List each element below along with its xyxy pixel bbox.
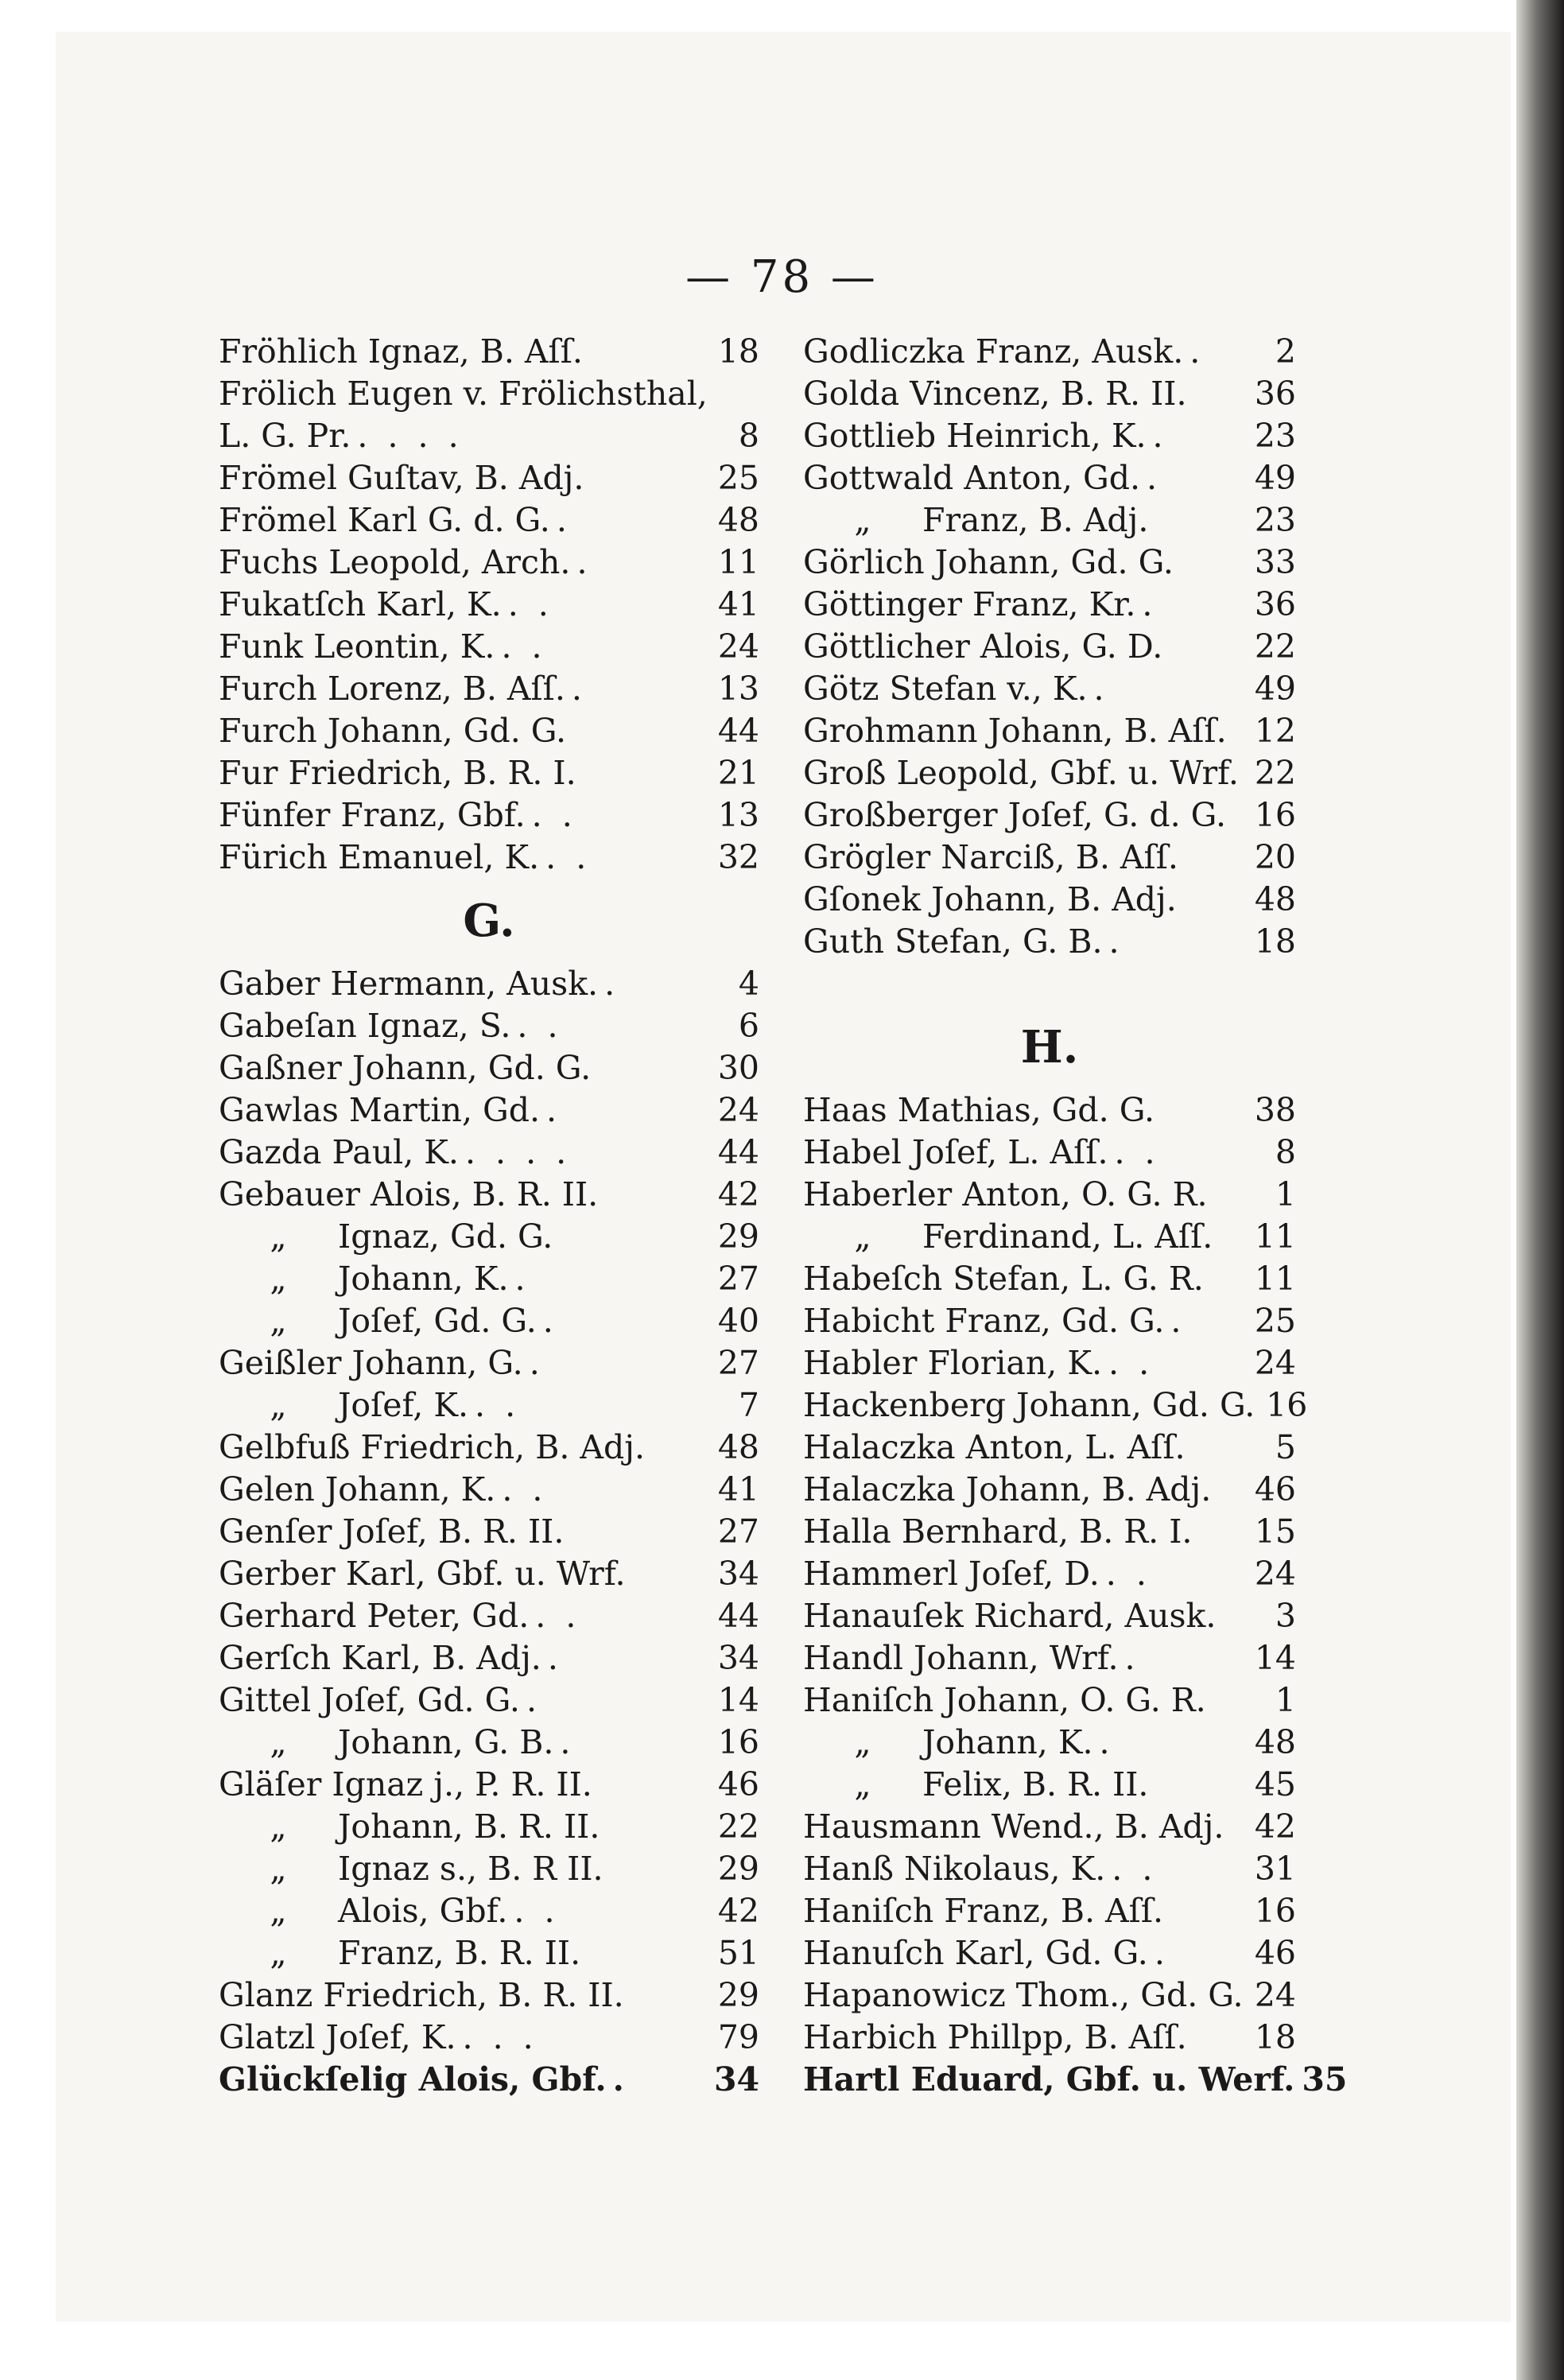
entry-name: Fünfer Franz, Gbf. — [219, 796, 526, 834]
entry-page-number: 21 — [717, 754, 759, 792]
index-entry — [219, 1132, 759, 1174]
entry-name: Gelen Johann, K. — [219, 1470, 496, 1508]
entry-name: Gottlieb Heinrich, K. — [803, 417, 1147, 455]
index-entry — [803, 331, 1296, 373]
entry-name: Grohmann Johann, B. Aſſ. — [803, 712, 1227, 750]
index-entry — [803, 1806, 1296, 1848]
entry-name: „ Felix, B. R. II. — [803, 1764, 1148, 1806]
entry-name: „ Alois, Gbf. — [219, 1890, 507, 1932]
entry-page-number: 42 — [717, 1175, 759, 1213]
entry-page-number: 46 — [717, 1765, 759, 1803]
entry-page-number: 11 — [1254, 1217, 1296, 1256]
index-entry — [219, 668, 759, 710]
entry-page-number: 18 — [1254, 2018, 1296, 2056]
index-entry — [219, 1089, 759, 1132]
entry-name: Habicht Franz, Gd. G. — [803, 1302, 1165, 1340]
entry-page-number: 24 — [717, 1091, 759, 1129]
entry-page-number: 25 — [717, 459, 759, 497]
entry-page-number: 16 — [1254, 1892, 1296, 1930]
index-entry — [803, 1722, 1296, 1764]
entry-name: Gottwald Anton, Gd. — [803, 459, 1140, 497]
entry-page-number: 44 — [717, 712, 759, 750]
entry-name: Gebauer Alois, B. R. II. — [219, 1175, 599, 1213]
index-entry — [803, 794, 1296, 837]
entry-name: Habler Florian, K. — [803, 1344, 1102, 1382]
entry-page-number: 22 — [1254, 754, 1296, 792]
entry-dot-leader: . . — [1105, 1555, 1151, 1593]
entry-dot-leader: . — [560, 1723, 576, 1761]
entry-page-number: 49 — [1254, 459, 1296, 497]
entry-page-number: 22 — [717, 1807, 759, 1846]
entry-name: Görlich Johann, Gd. G. — [803, 543, 1174, 581]
entry-dot-leader: . — [1152, 417, 1168, 455]
index-entry — [803, 837, 1296, 879]
entry-dot-leader: . — [1147, 459, 1162, 497]
entry-name: Golda Vincenz, B. R. II. — [803, 375, 1187, 413]
entry-page-number: 35 — [1302, 2060, 1348, 2099]
entry-name: Halaczka Johann, B. Adj. — [803, 1470, 1212, 1508]
entry-dot-leader: . — [571, 670, 587, 708]
entry-dot-leader: . . — [535, 1597, 581, 1635]
entry-page-number: 14 — [717, 1681, 759, 1719]
entry-name: Hackenberg Johann, Gd. G. — [803, 1386, 1255, 1424]
index-entry — [219, 1342, 759, 1384]
entry-dot-leader: . . — [507, 585, 553, 623]
index-entry — [803, 879, 1296, 921]
index-entry — [219, 1300, 759, 1342]
index-entry — [803, 1848, 1296, 1890]
entry-page-number: 2 — [1275, 332, 1296, 371]
entry-dot-leader: . — [1093, 670, 1109, 708]
index-column-left — [219, 331, 759, 2101]
entry-page-number: 31 — [1254, 1850, 1296, 1888]
entry-page-number: 16 — [1254, 796, 1296, 834]
entry-name: Frömel Guſtav, B. Adj. — [219, 459, 584, 497]
index-entry — [219, 373, 759, 415]
section-heading: H. — [1020, 1021, 1079, 1074]
entry-name: Hanauſek Richard, Ausk. — [803, 1597, 1217, 1635]
index-entry — [219, 1848, 759, 1890]
entry-dot-leader: . . . . — [464, 1133, 572, 1171]
entry-page-number: 7 — [738, 1386, 759, 1424]
index-entry — [803, 626, 1296, 668]
index-entry — [803, 457, 1296, 499]
entry-page-number: 6 — [738, 1007, 759, 1045]
index-entry — [803, 921, 1296, 963]
entry-name: Funk Leontin, K. — [219, 627, 495, 666]
entry-page-number: 24 — [717, 627, 759, 666]
index-entry — [219, 963, 759, 1005]
index-entry — [219, 1047, 759, 1089]
index-entry — [803, 668, 1296, 710]
entry-name: Haas Mathias, Gd. G. — [803, 1091, 1155, 1129]
entry-name: Gerber Karl, Gbf. u. Wrf. — [219, 1555, 626, 1593]
entry-page-number: 79 — [717, 2018, 759, 2056]
entry-name: Geißler Johann, G. — [219, 1344, 523, 1382]
entry-page-number: 49 — [1254, 670, 1296, 708]
entry-dot-leader: . — [1124, 1639, 1140, 1677]
entry-page-number: 3 — [1275, 1597, 1296, 1635]
entry-dot-leader: . . — [514, 1892, 560, 1930]
entry-name: Genſer Joſef, B. R. II. — [219, 1512, 565, 1551]
entry-page-number: 22 — [1254, 627, 1296, 666]
index-entry — [219, 457, 759, 499]
entry-page-number: 46 — [1254, 1934, 1296, 1972]
entry-dot-leader: . — [546, 1091, 562, 1129]
entry-page-number: 1 — [1275, 1175, 1296, 1213]
entry-page-number: 24 — [1254, 1976, 1296, 2014]
entry-name: L. G. Pr. — [219, 417, 351, 455]
index-entry — [219, 1005, 759, 1047]
entry-page-number: 34 — [713, 2060, 759, 2099]
entry-name: Gittel Joſef, Gd. G. — [219, 1681, 520, 1719]
entry-name: Haniſch Johann, O. G. R. — [803, 1681, 1206, 1719]
entry-dot-leader: . . — [501, 627, 547, 666]
entry-name: Harbich Phillpp, B. Aſſ. — [803, 2018, 1187, 2056]
entry-name: Gaßner Johann, Gd. G. — [219, 1049, 592, 1087]
entry-name: „ Joſef, K. — [219, 1384, 468, 1427]
entry-page-number: 16 — [717, 1723, 759, 1761]
entry-page-number: 11 — [717, 543, 759, 581]
index-entry — [219, 1890, 759, 1932]
entry-page-number: 13 — [717, 670, 759, 708]
entry-name: Gerſch Karl, B. Adj. — [219, 1639, 541, 1677]
entry-dot-leader: . . — [502, 1470, 548, 1508]
index-entry — [219, 1553, 759, 1595]
index-entry — [803, 1974, 1296, 2017]
index-entry — [219, 1384, 759, 1427]
entry-name: Haberler Anton, O. G. R. — [803, 1175, 1208, 1213]
entry-name: Frölich Eugen v. Frölichsthal, — [219, 375, 708, 413]
entry-page-number: 34 — [717, 1639, 759, 1677]
entry-page-number: 14 — [1254, 1639, 1296, 1677]
entry-dot-leader: . — [1099, 1723, 1115, 1761]
index-entry — [219, 542, 759, 584]
entry-name: Gabeſan Ignaz, S. — [219, 1007, 511, 1045]
index-entry — [803, 584, 1296, 626]
entry-name: Hanuſch Karl, Gd. G. — [803, 1934, 1148, 1972]
index-entry — [219, 1932, 759, 1974]
entry-name: Gazda Paul, K. — [219, 1133, 459, 1171]
entry-dot-leader: . — [612, 2060, 629, 2099]
index-entry — [803, 1679, 1296, 1722]
index-entry — [803, 752, 1296, 794]
index-entry — [803, 499, 1296, 542]
entry-dot-leader: . . — [1112, 1850, 1158, 1888]
entry-page-number: 29 — [717, 1976, 759, 2014]
entry-name: Halaczka Anton, L. Aſſ. — [803, 1428, 1186, 1466]
entry-page-number: 38 — [1254, 1091, 1296, 1129]
entry-name: Hausmann Wend., B. Adj. — [803, 1807, 1224, 1846]
index-entry — [219, 1722, 759, 1764]
entry-name: Gerhard Peter, Gd. — [219, 1597, 530, 1635]
index-entry — [803, 1427, 1296, 1469]
index-entry — [803, 1300, 1296, 1342]
entry-name: „ Franz, B. R. II. — [219, 1932, 580, 1974]
entry-page-number: 33 — [1254, 543, 1296, 581]
entry-name: Habel Joſef, L. Aſſ. — [803, 1133, 1108, 1171]
entry-name: Hanß Nikolaus, K. — [803, 1850, 1106, 1888]
entry-name: Gläſer Ignaz j., P. R. II. — [219, 1765, 592, 1803]
index-entry — [803, 2059, 1348, 2101]
index-entry — [803, 542, 1296, 584]
entry-page-number: 12 — [1254, 712, 1296, 750]
entry-dot-leader: . — [526, 1681, 541, 1719]
entry-name: Glückſelig Alois, Gbf. — [219, 2060, 607, 2099]
entry-dot-leader: . — [556, 501, 572, 539]
entry-page-number: 46 — [1254, 1470, 1296, 1508]
entry-page-number: 15 — [1254, 1512, 1296, 1551]
entry-name: Furch Johann, Gd. G. — [219, 712, 567, 750]
entry-dot-leader: . — [542, 1302, 558, 1340]
entry-name: Fukatſch Karl, K. — [219, 585, 502, 623]
entry-name: Haniſch Franz, B. Aſſ. — [803, 1892, 1164, 1930]
entry-page-number: 44 — [717, 1133, 759, 1171]
index-entry — [219, 1637, 759, 1679]
entry-name: Fürich Emanuel, K. — [219, 838, 540, 876]
entry-dot-leader: . — [576, 543, 592, 581]
index-entry — [219, 1595, 759, 1637]
index-entry — [219, 1679, 759, 1722]
entry-name: Gaber Hermann, Ausk. — [219, 965, 599, 1003]
entry-page-number: 45 — [1254, 1765, 1296, 1803]
index-entry — [803, 1469, 1296, 1511]
index-entry — [219, 1216, 759, 1258]
entry-name: „ Ferdinand, L. Aſſ. — [803, 1216, 1213, 1258]
entry-dot-leader: . . — [517, 1007, 563, 1045]
index-entry — [803, 1637, 1296, 1679]
entry-page-number: 32 — [717, 838, 759, 876]
entry-dot-leader: . — [514, 1260, 530, 1298]
entry-page-number: 27 — [717, 1344, 759, 1382]
entry-page-number: 41 — [717, 585, 759, 623]
entry-name: Groß Leopold, Gbf. u. Wrf. — [803, 754, 1239, 792]
entry-name: „ Joſef, Gd. G. — [219, 1300, 537, 1342]
entry-page-number: 41 — [717, 1470, 759, 1508]
entry-name: Frömel Karl G. d. G. — [219, 501, 550, 539]
index-column-right — [803, 331, 1348, 2101]
index-entry — [219, 1764, 759, 1806]
index-entry — [803, 1089, 1296, 1132]
entry-page-number: 36 — [1254, 375, 1296, 413]
entry-name: „ Franz, B. Adj. — [803, 499, 1148, 542]
entry-page-number: 51 — [717, 1934, 759, 1972]
section-heading: G. — [463, 895, 515, 947]
entry-dot-leader: . . — [545, 838, 592, 876]
index-entry — [803, 1890, 1296, 1932]
entry-page-number: 13 — [717, 796, 759, 834]
index-entry — [219, 584, 759, 626]
index-entry — [219, 1469, 759, 1511]
entry-page-number: 4 — [738, 965, 759, 1003]
entry-name: Glanz Friedrich, B. R. II. — [219, 1976, 624, 2014]
entry-dot-leader: . . — [1114, 1133, 1160, 1171]
index-entry — [803, 1342, 1296, 1384]
entry-name: Furch Lorenz, B. Aſſ. — [219, 670, 565, 708]
index-entry — [219, 1806, 759, 1848]
spacer — [803, 963, 1296, 1005]
entry-page-number: 16 — [1266, 1386, 1308, 1424]
entry-name: Habeſch Stefan, L. G. R. — [803, 1260, 1204, 1298]
entry-name: Göttinger Franz, Kr. — [803, 585, 1136, 623]
entry-name: Halla Bernhard, B. R. I. — [803, 1512, 1193, 1551]
index-entry — [219, 626, 759, 668]
entry-page-number: 18 — [1254, 922, 1296, 961]
index-entry — [219, 1174, 759, 1216]
entry-name: Fur Friedrich, B. R. I. — [219, 754, 576, 792]
entry-name: Glatzl Joſef, K. — [219, 2018, 456, 2056]
index-entry — [219, 752, 759, 794]
index-entry — [803, 1553, 1296, 1595]
book-spine-edge — [1516, 0, 1564, 2380]
index-entry — [219, 331, 759, 373]
entry-page-number: 34 — [717, 1555, 759, 1593]
entry-dot-leader: . — [1189, 332, 1205, 371]
entry-page-number: 44 — [717, 1597, 759, 1635]
entry-name: Gawlas Martin, Gd. — [219, 1091, 541, 1129]
index-entry — [803, 1932, 1296, 1974]
entry-name: „ Ignaz, Gd. G. — [219, 1216, 553, 1258]
entry-page-number: 48 — [1254, 880, 1296, 918]
entry-name: Handl Johann, Wrf. — [803, 1639, 1119, 1677]
entry-page-number: 30 — [717, 1049, 759, 1087]
entry-dot-leader: . . . . — [357, 417, 464, 455]
entry-name: Hammerl Joſef, D. — [803, 1555, 1100, 1593]
entry-page-number: 1 — [1275, 1681, 1296, 1719]
entry-page-number: 48 — [717, 1428, 759, 1466]
entry-dot-leader: . — [1170, 1302, 1186, 1340]
entry-dot-leader: . — [1142, 585, 1158, 623]
entry-name: Göttlicher Alois, G. D. — [803, 627, 1163, 666]
entry-name: „ Johann, K. — [219, 1258, 509, 1300]
index-entry — [803, 710, 1296, 752]
entry-dot-leader: . — [604, 965, 620, 1003]
entry-name: „ Johann, G. B. — [219, 1722, 553, 1764]
index-entry — [803, 1764, 1296, 1806]
index-entry — [803, 1216, 1296, 1258]
entry-page-number: 48 — [717, 501, 759, 539]
entry-name: Fröhlich Ignaz, B. Aſſ. — [219, 332, 583, 371]
entry-dot-leader: . — [547, 1639, 563, 1677]
entry-name: Grögler Narciß, B. Aſſ. — [803, 838, 1178, 876]
entry-page-number: 24 — [1254, 1555, 1296, 1593]
entry-page-number: 11 — [1254, 1260, 1296, 1298]
entry-page-number: 23 — [1254, 417, 1296, 455]
entry-page-number: 8 — [738, 417, 759, 455]
page-number: — 78 — — [685, 251, 879, 303]
entry-name: „ Ignaz s., B. R II. — [219, 1848, 603, 1890]
index-entry — [219, 1258, 759, 1300]
entry-page-number: 27 — [717, 1260, 759, 1298]
entry-name: Godliczka Franz, Ausk. — [803, 332, 1184, 371]
entry-page-number: 18 — [717, 332, 759, 371]
index-entry — [219, 499, 759, 542]
entry-dot-leader: . — [529, 1344, 545, 1382]
entry-name: Fuchs Leopold, Arch. — [219, 543, 571, 581]
entry-page-number: 25 — [1254, 1302, 1296, 1340]
entry-dot-leader: . — [1154, 1934, 1170, 1972]
entry-page-number: 29 — [717, 1850, 759, 1888]
entry-page-number: 27 — [717, 1512, 759, 1551]
entry-dot-leader: . . — [531, 796, 577, 834]
index-entry — [219, 415, 759, 457]
index-entry — [219, 2017, 759, 2059]
entry-name: „ Johann, K. — [803, 1722, 1093, 1764]
entry-page-number: 8 — [1275, 1133, 1296, 1171]
entry-name: Hartl Eduard, Gbf. u. Werf. — [803, 2060, 1295, 2099]
index-entry — [803, 373, 1296, 415]
index-entry — [803, 1258, 1296, 1300]
index-entry — [219, 2059, 759, 2101]
entry-page-number: 23 — [1254, 501, 1296, 539]
index-entry — [219, 1427, 759, 1469]
entry-dot-leader: . . . — [462, 2018, 538, 2056]
index-entry — [803, 1132, 1296, 1174]
entry-name: Großberger Joſef, G. d. G. — [803, 796, 1226, 834]
entry-page-number: 24 — [1254, 1344, 1296, 1382]
index-entry — [803, 1384, 1308, 1427]
entry-name: Götz Stefan v., K. — [803, 670, 1088, 708]
entry-page-number: 20 — [1254, 838, 1296, 876]
index-entry — [803, 1511, 1296, 1553]
entry-page-number: 40 — [717, 1302, 759, 1340]
entry-page-number: 5 — [1275, 1428, 1296, 1466]
entry-dot-leader: . . — [475, 1386, 521, 1424]
index-entry — [219, 1511, 759, 1553]
index-entry — [803, 1174, 1296, 1216]
entry-name: Gelbfuß Friedrich, B. Adj. — [219, 1428, 645, 1466]
index-entry — [803, 1595, 1296, 1637]
entry-dot-leader: . — [1108, 922, 1124, 961]
entry-page-number: 29 — [717, 1217, 759, 1256]
entry-dot-leader: . . — [1108, 1344, 1155, 1382]
index-entry — [803, 2017, 1296, 2059]
index-entry — [219, 794, 759, 837]
entry-name: Guth Stefan, G. B. — [803, 922, 1103, 961]
index-entry — [219, 1974, 759, 2017]
entry-page-number: 48 — [1254, 1723, 1296, 1761]
entry-name: Hapanowicz Thom., Gd. G. — [803, 1976, 1244, 2014]
entry-page-number: 42 — [717, 1892, 759, 1930]
entry-page-number: 36 — [1254, 585, 1296, 623]
index-entry — [219, 837, 759, 879]
entry-name: Gſonek Johann, B. Adj. — [803, 880, 1177, 918]
index-entry — [219, 710, 759, 752]
index-entry — [803, 415, 1296, 457]
entry-page-number: 42 — [1254, 1807, 1296, 1846]
entry-name: „ Johann, B. R. II. — [219, 1806, 600, 1848]
